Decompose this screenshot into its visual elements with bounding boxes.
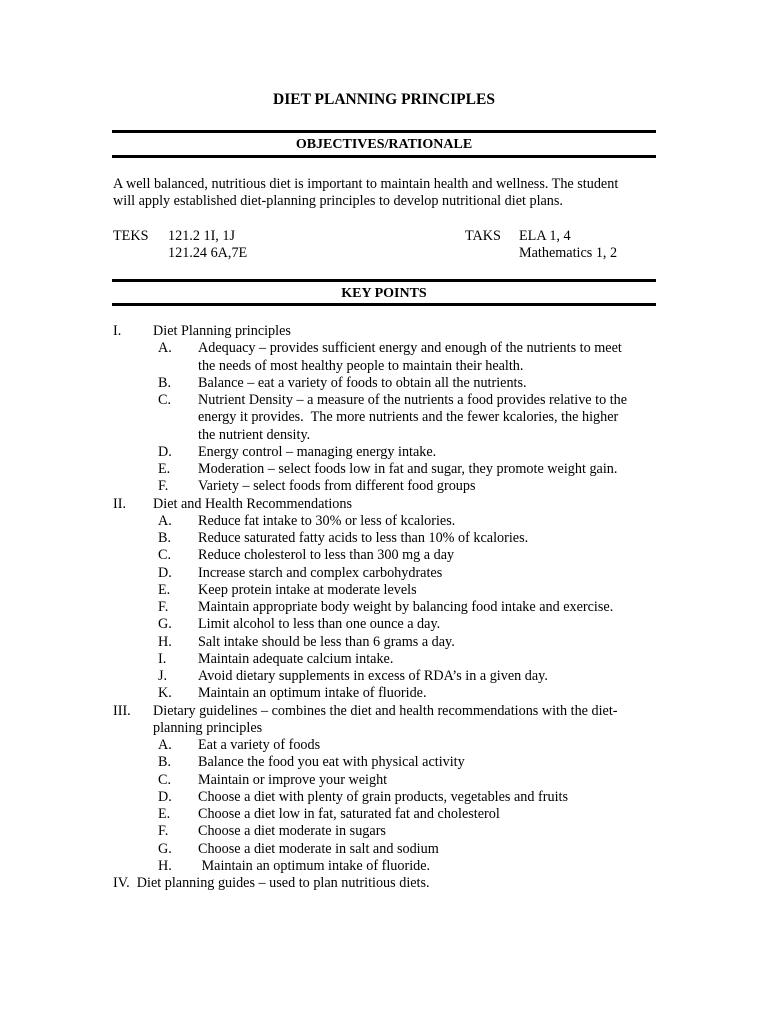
outline-text: Limit alcohol to less than one ounce a day. [198, 616, 441, 633]
outline-marker: G. [158, 616, 172, 633]
outline-marker: E. [158, 581, 171, 598]
outline-item [0, 358, 768, 375]
outline-text: Dietary guidelines – combines the diet and health recommendations with the diet- [153, 702, 618, 719]
outline-text: Choose a diet with plenty of grain products, vegetables and fruits [198, 788, 568, 805]
outline-item [0, 841, 768, 858]
outline-marker: II. [113, 495, 126, 512]
outline-text: planning principles [153, 719, 263, 736]
outline-text: Reduce fat intake to 30% or less of kcalories. [198, 512, 456, 529]
outline-item [0, 737, 768, 754]
outline-text: Nutrient Density – a measure of the nutrients a food provides relative to the [198, 392, 628, 408]
outline-marker: D. [158, 443, 172, 460]
teks-value: 121.24 6A,7E [168, 245, 248, 261]
outline-item [0, 875, 768, 892]
outline-marker: E. [158, 461, 171, 477]
objectives-heading: OBJECTIVES/RATIONALE [295, 137, 473, 152]
outline-text: IV. Diet planning guides – used to plan nutritious diets. [113, 875, 430, 891]
outline-marker: J. [158, 668, 168, 684]
outline-item [0, 806, 768, 823]
outline-text: Reduce saturated fatty acids to less than 10% of kcalories. [198, 530, 529, 546]
outline-item [0, 461, 768, 478]
outline-marker: K. [158, 685, 172, 702]
outline-item [0, 720, 768, 737]
outline-item [0, 823, 768, 840]
taks-label: TAKS [465, 228, 501, 244]
outline-item [0, 375, 768, 392]
page-title: DIET PLANNING PRINCIPLES [273, 91, 495, 108]
divider [112, 303, 656, 306]
outline-item [0, 409, 768, 426]
outline-item [0, 478, 768, 495]
outline-text: Choose a diet low in fat, saturated fat and cholesterol [198, 806, 500, 822]
outline-item [0, 599, 768, 616]
outline-text: Reduce cholesterol to less than 300 mg a day [198, 547, 455, 564]
outline-text: the nutrient density. [198, 426, 311, 443]
outline-text: Diet Planning principles [153, 323, 291, 339]
outline-marker: B. [158, 530, 172, 546]
outline-item [0, 858, 768, 875]
divider [112, 130, 656, 133]
outline-marker: F. [158, 599, 169, 615]
outline-marker: F. [158, 478, 169, 495]
outline-text: Eat a variety of foods [198, 737, 321, 753]
outline-marker: F. [158, 823, 169, 840]
outline-text: Keep protein intake at moderate levels [198, 581, 417, 598]
outline-text: Adequacy – provides sufficient energy and enough of the nutrients to meet [198, 340, 622, 357]
outline-text: Energy control – managing energy intake. [198, 443, 437, 460]
outline-marker: A. [158, 340, 172, 357]
objectives-paragraph [113, 176, 658, 211]
objectives-line: A well balanced, nutritious diet is important to maintain health and wellness. The student [113, 176, 619, 192]
outline-text: Avoid dietary supplements in excess of RDA’s in a given day. [198, 668, 548, 684]
outline-text: Salt intake should be less than 6 grams a day. [198, 633, 455, 650]
outline-text: Choose a diet moderate in sugars [198, 823, 386, 840]
outline-text: Choose a diet moderate in salt and sodium [198, 840, 439, 857]
outline-text: the needs of most healthy people to maintain their health. [198, 357, 524, 374]
outline-text: Moderation – select foods low in fat and sugar, they promote weight gain. [198, 461, 618, 477]
teks-value: 121.2 1I, 1J [168, 228, 235, 244]
outline-marker: H. [158, 633, 172, 650]
outline-item [0, 513, 768, 530]
outline-item [0, 547, 768, 564]
outline-marker: A. [158, 737, 172, 753]
outline-text: Balance – eat a variety of foods to obtain all the nutrients. [198, 374, 527, 391]
outline-marker: G. [158, 840, 172, 857]
outline-item [0, 634, 768, 651]
outline-item [0, 565, 768, 582]
outline-text: Increase starch and complex carbohydrates [198, 564, 443, 581]
outline-item [0, 789, 768, 806]
outline-text: Maintain an optimum intake of fluoride. [198, 685, 427, 702]
outline-item [0, 392, 768, 409]
outline-text: Maintain or improve your weight [198, 771, 388, 788]
outline-item [0, 323, 768, 340]
outline-text: Maintain an optimum intake of fluoride. [198, 857, 431, 874]
outline-item [0, 616, 768, 633]
outline-text: Balance the food you eat with physical activity [198, 754, 465, 771]
outline-marker: I. [158, 650, 167, 667]
outline-item [0, 530, 768, 547]
outline-item [0, 340, 768, 357]
objectives-line: will apply established diet-planning principles to develop nutritional diet plans. [113, 193, 563, 210]
outline-item [0, 427, 768, 444]
key-points-outline [0, 323, 768, 892]
outline-item [0, 754, 768, 771]
teks-label: TEKS [113, 228, 149, 244]
taks-value: Mathematics 1, 2 [519, 245, 618, 261]
outline-text: Variety – select foods from different food groups [198, 478, 476, 495]
outline-marker: D. [158, 564, 172, 581]
outline-marker: I. [113, 323, 122, 339]
outline-marker: C. [158, 392, 172, 408]
divider [112, 155, 656, 158]
outline-item [0, 444, 768, 461]
divider [112, 279, 656, 282]
outline-item [0, 582, 768, 599]
taks-value: ELA 1, 4 [519, 228, 571, 244]
outline-item [0, 772, 768, 789]
outline-item [0, 496, 768, 513]
outline-text: Diet and Health Recommendations [153, 495, 352, 512]
outline-item [0, 703, 768, 720]
outline-marker: B. [158, 374, 172, 391]
outline-marker: E. [158, 806, 171, 822]
outline-marker: D. [158, 788, 172, 805]
outline-text: Maintain adequate calcium intake. [198, 650, 394, 667]
outline-marker: III. [113, 702, 131, 719]
outline-marker: C. [158, 547, 172, 564]
key-points-heading: KEY POINTS [341, 286, 427, 301]
outline-text: Maintain appropriate body weight by balancing food intake and exercise. [198, 599, 614, 615]
outline-marker: C. [158, 771, 172, 788]
outline-marker: B. [158, 754, 172, 771]
outline-marker: H. [158, 857, 172, 874]
outline-marker: A. [158, 512, 172, 529]
outline-item [0, 651, 768, 668]
outline-item [0, 685, 768, 702]
outline-text: energy it provides. The more nutrients and the fewer kcalories, the higher [198, 409, 619, 426]
outline-item [0, 668, 768, 685]
